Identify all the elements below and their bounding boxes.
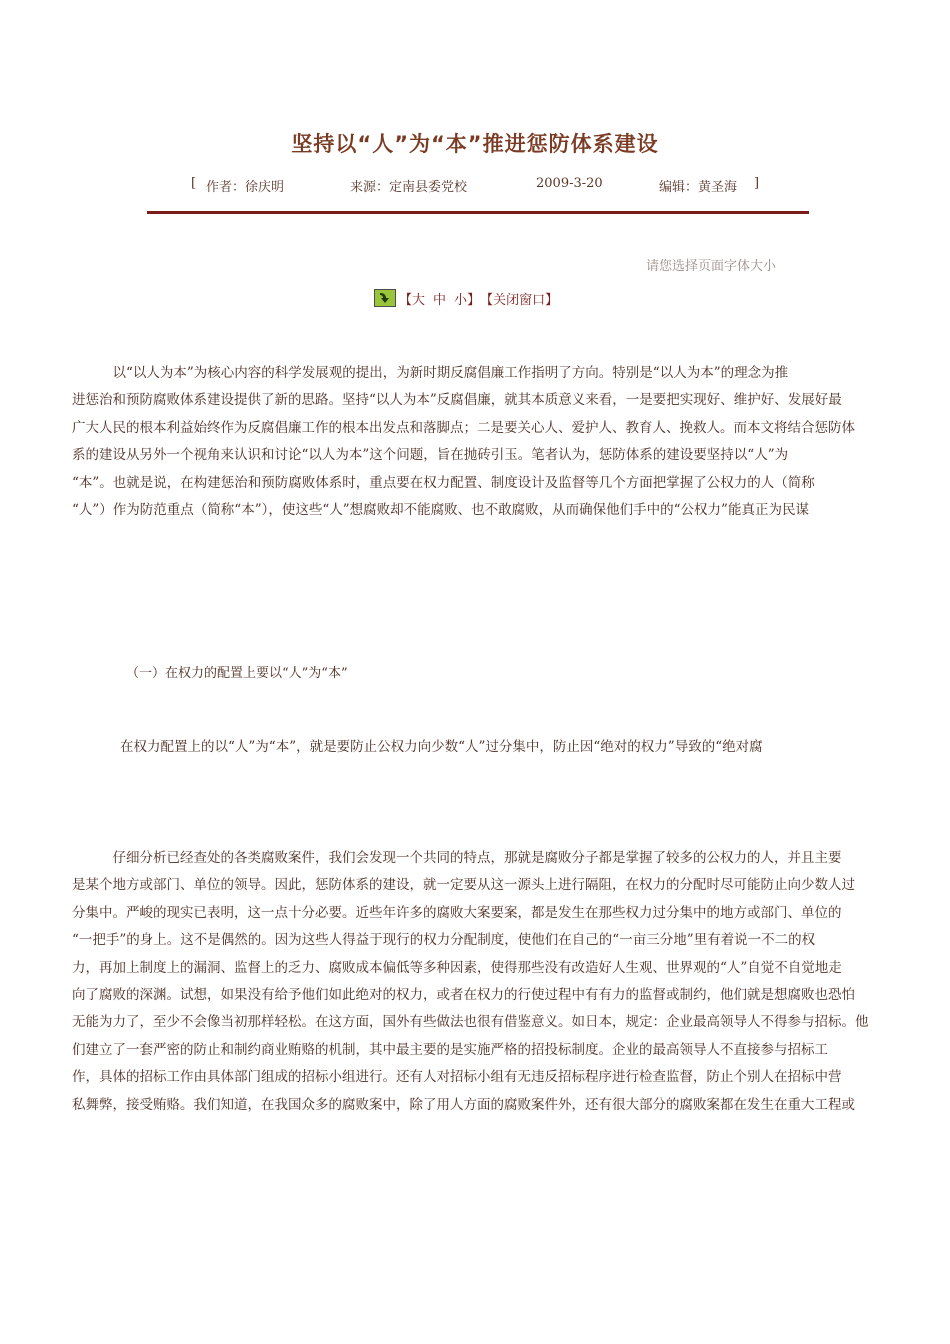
section-paragraph: 在权力配置上的以“人”为“本”，就是要防止公权力向少数“人”过分集中，防止因“绝对的权力”导致的“绝对腐 — [120, 739, 763, 755]
font-size-controls — [374, 288, 558, 308]
bracket-open: 【 — [399, 292, 413, 308]
text-line: 分集中。严峻的现实已表明，这一点十分必要。近些年许多的腐败大案要案，都是发生在那些权力过分集中的地方或部门、单位的 — [72, 904, 842, 921]
font-large-link[interactable]: 大 — [412, 292, 426, 308]
meta-source: 来源：定南县委党校 — [350, 180, 468, 195]
text-line: 仔细分析已经查处的各类腐败案件，我们会发现一个共同的特点，那就是腐败分子都是掌握了较多的公权力的人，并且主要 — [72, 850, 842, 866]
article-title: 坚持以“人”为“本”推进惩防体系建设 — [291, 132, 659, 156]
text-line: 进惩治和预防腐败体系建设提供了新的思路。坚持“以人为本”反腐倡廉，就其本质意义来看，一是要把实现好、维护好、发展好最 — [72, 392, 842, 409]
text-line: 私舞弊，接受贿赂。我们知道，在我国众多的腐败案中，除了用人方面的腐败案件外，还有很大部分的腐败案都在发生在重大工程或 — [72, 1096, 855, 1113]
text-line: 是某个地方或部门、单位的领导。因此，惩防体系的建设，就一定要从这一源头上进行隔阻，在权力的分配时尽可能防止向少数人过 — [72, 877, 855, 894]
font-small-link[interactable]: 小 — [454, 292, 468, 308]
text-line: 以“以人为本”为核心内容的科学发展观的提出，为新时期反腐倡廉工作指明了方向。特别是“以人为本”的理念为推 — [72, 365, 789, 381]
close-window-link[interactable]: 【关闭窗口】 — [480, 292, 559, 308]
font-medium-link[interactable]: 中 — [433, 292, 447, 308]
meta-author: 作者：徐庆明 — [206, 180, 285, 195]
meta-date: 2009-3-20 — [536, 176, 603, 191]
analysis-paragraph — [72, 845, 884, 1119]
text-line: 无能为力了，至少不会像当初那样轻松。在这方面，国外有些做法也很有借鉴意义。如日本，规定：企业最高领导人不得参与招标。他 — [72, 1014, 869, 1031]
meta-editor: 编辑：黄圣海 — [659, 180, 738, 195]
bracket-close: 】 — [467, 292, 481, 308]
text-line: 向了腐败的深渊。试想，如果没有给予他们如此绝对的权力，或者在权力的行使过程中有有力的监督或制约，他们就是想腐败也恐怕 — [72, 986, 855, 1003]
title-divider — [147, 211, 809, 214]
text-line: 力，再加上制度上的漏洞、监督上的乏力、腐败成本偏低等多种因素，使得那些没有改造好人生观、世界观的“人”自觉不自觉地走 — [72, 959, 842, 976]
text-line: “本”。也就是说，在构建惩治和预防腐败体系时，重点要在权力配置、制度设计及监督等几个方面把掌握了公权力的人（简称 — [72, 474, 815, 491]
font-size-hint: 请您选择页面字体大小 — [646, 259, 777, 274]
text-line: “人”）作为防范重点（简称“本”），使这些“人”想腐败却不能腐败、也不敢腐败，从而确保他们手中的“公权力”能真正为民谋 — [72, 501, 809, 518]
text-line: 们建立了一套严密的防止和制约商业贿赂的机制，其中最主要的是实施严格的招投标制度。企业的最高领导人不直接参与招标工 — [72, 1041, 828, 1058]
intro-paragraph — [72, 360, 884, 524]
text-line: 系的建设从另外一个视角来认识和讨论“以人为本”这个问题，旨在抛砖引玉。笔者认为，惩防体系的建设要坚持以“人”为 — [72, 447, 789, 464]
meta-close-bracket: ] — [754, 176, 760, 191]
text-line: 广大人民的根本利益始终作为反腐倡廉工作的根本出发点和落脚点；二是要关心人、爱护人、教育人、挽救人。而本文将结合惩防体 — [72, 419, 855, 436]
meta-open-bracket: [ — [191, 176, 197, 191]
arrow-icon — [374, 289, 396, 307]
text-line: 作，具体的招标工作由具体部门组成的招标小组进行。还有人对招标小组有无违反招标程序进行检查监督，防止个别人在招标中营 — [72, 1069, 842, 1086]
section-heading: （一）在权力的配置上要以“人”为“本” — [126, 666, 348, 681]
article-meta — [0, 176, 950, 196]
text-line: “一把手”的身上。这不是偶然的。因为这些人得益于现行的权力分配制度，使他们在自己的“一亩三分地”里有着说一不二的权 — [72, 932, 816, 949]
